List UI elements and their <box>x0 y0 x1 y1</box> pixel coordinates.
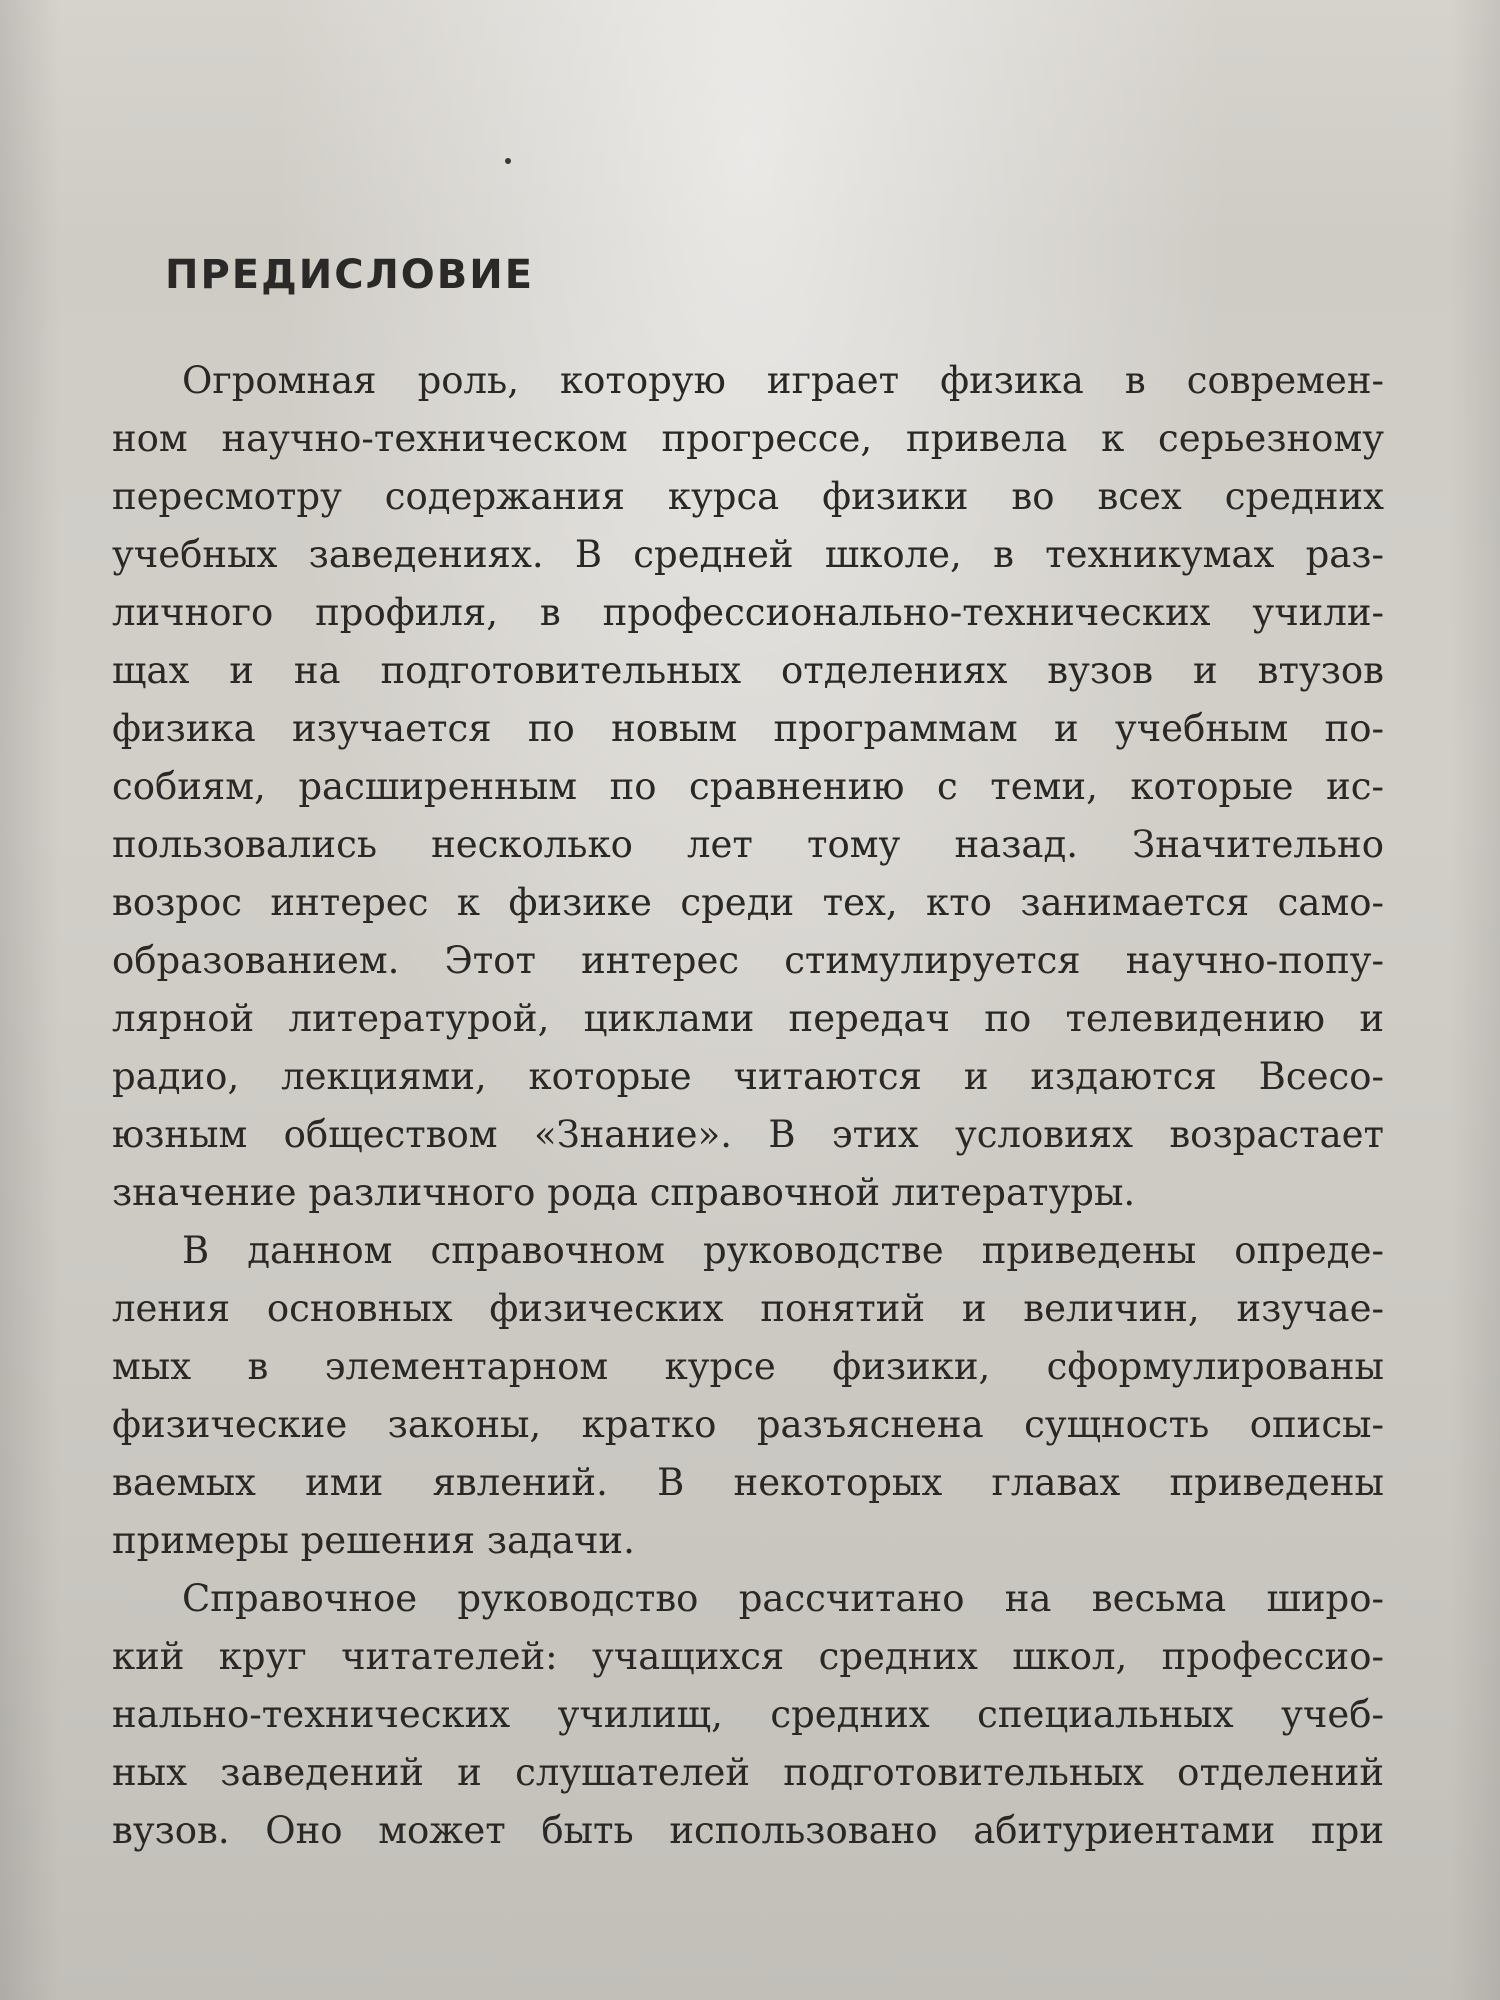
text-line: ваемых ими явлений. В некоторых главах приведены <box>112 1461 1384 1504</box>
text-line: Справочное руководство рассчитано на весьма широ- <box>182 1577 1384 1620</box>
text-line: возрос интерес к физике среди тех, кто занимается само- <box>112 881 1384 924</box>
text-line: ных заведений и слушателей подготовительных отделений <box>112 1751 1384 1794</box>
text-line: юзным обществом «Знание». В этих условиях возрастает <box>112 1113 1384 1156</box>
text-line: вузов. Оно может быть использовано абитуриентами при <box>112 1809 1384 1852</box>
text-line: личного профиля, в профессионально-технических учили- <box>112 591 1384 634</box>
page-edge-shadow-left <box>0 0 60 2000</box>
text-line: учебных заведениях. В средней школе, в техникумах раз- <box>112 533 1384 576</box>
text-line: кий круг читателей: учащихся средних школ, профессио- <box>112 1635 1384 1678</box>
paper-speck <box>505 158 511 164</box>
text-line: нально-технических училищ, средних специальных учеб- <box>112 1693 1384 1736</box>
text-line: мых в элементарном курсе физики, сформулированы <box>112 1345 1384 1388</box>
text-line: примеры решения задачи. <box>112 1519 635 1562</box>
text-line: лярной литературой, циклами передач по телевидению и <box>112 997 1384 1040</box>
text-line: пересмотру содержания курса физики во всех средних <box>112 475 1384 518</box>
body-text <box>112 352 1384 1860</box>
text-line: Огромная роль, которую играет физика в современ- <box>182 359 1384 402</box>
text-line: физика изучается по новым программам и учебным по- <box>112 707 1384 750</box>
text-line: собиям, расширенным по сравнению с теми, которые ис- <box>112 765 1384 808</box>
text-line: образованием. Этот интерес стимулируется научно-попу- <box>112 939 1384 982</box>
text-line: щах и на подготовительных отделениях вузов и втузов <box>112 649 1384 692</box>
page-edge-shadow-right <box>1450 0 1500 2000</box>
text-line: физические законы, кратко разъяснена сущность описы- <box>112 1403 1384 1446</box>
text-line: ления основных физических понятий и величин, изучае- <box>112 1287 1384 1330</box>
text-line: пользовались несколько лет тому назад. Значительно <box>112 823 1384 866</box>
section-heading: ПРЕДИСЛОВИЕ <box>165 252 535 298</box>
text-line: значение различного рода справочной литературы. <box>112 1171 1136 1214</box>
text-line: ном научно-техническом прогрессе, привела к серьезному <box>112 417 1384 460</box>
text-line: радио, лекциями, которые читаются и издаются Всесо- <box>112 1055 1384 1098</box>
text-line: В данном справочном руководстве приведены опреде- <box>182 1229 1384 1272</box>
